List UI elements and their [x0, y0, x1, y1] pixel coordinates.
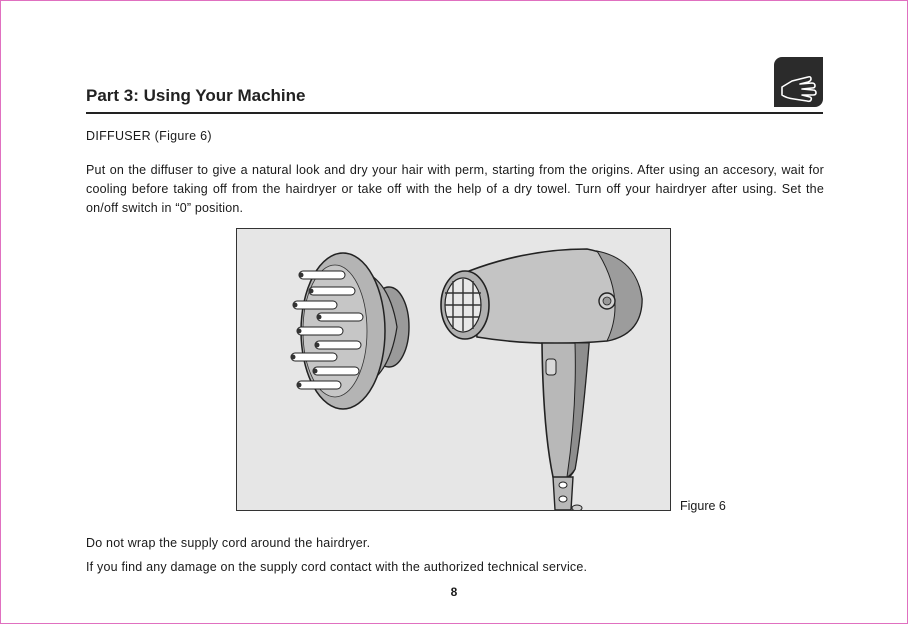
hand-icon — [774, 57, 823, 107]
diffuser-illustration — [291, 253, 410, 409]
cord-damage-note: If you find any damage on the supply cord contact with the authorized technical service. — [86, 560, 588, 574]
figure-illustration — [236, 228, 671, 511]
diffuser-instructions: Put on the diffuser to give a natural look and dry your hair with perm, starting from the origins. After using an accesory, wait for cooling before taking off from the hairdryer or take off with the help of a dry towel. Turn off your hairdryer after using. Set the on/off switch in “0” position. — [86, 163, 824, 215]
section-heading: DIFFUSER (Figure 6) — [86, 129, 212, 143]
cord-wrap-warning: Do not wrap the supply cord around the hairdryer. — [86, 536, 371, 550]
figure-caption: Figure 6 — [680, 499, 726, 513]
page-title: Part 3: Using Your Machine — [86, 86, 306, 105]
header-divider — [86, 112, 823, 114]
hairdryer-illustration — [441, 249, 642, 510]
page-number: 8 — [450, 585, 458, 599]
